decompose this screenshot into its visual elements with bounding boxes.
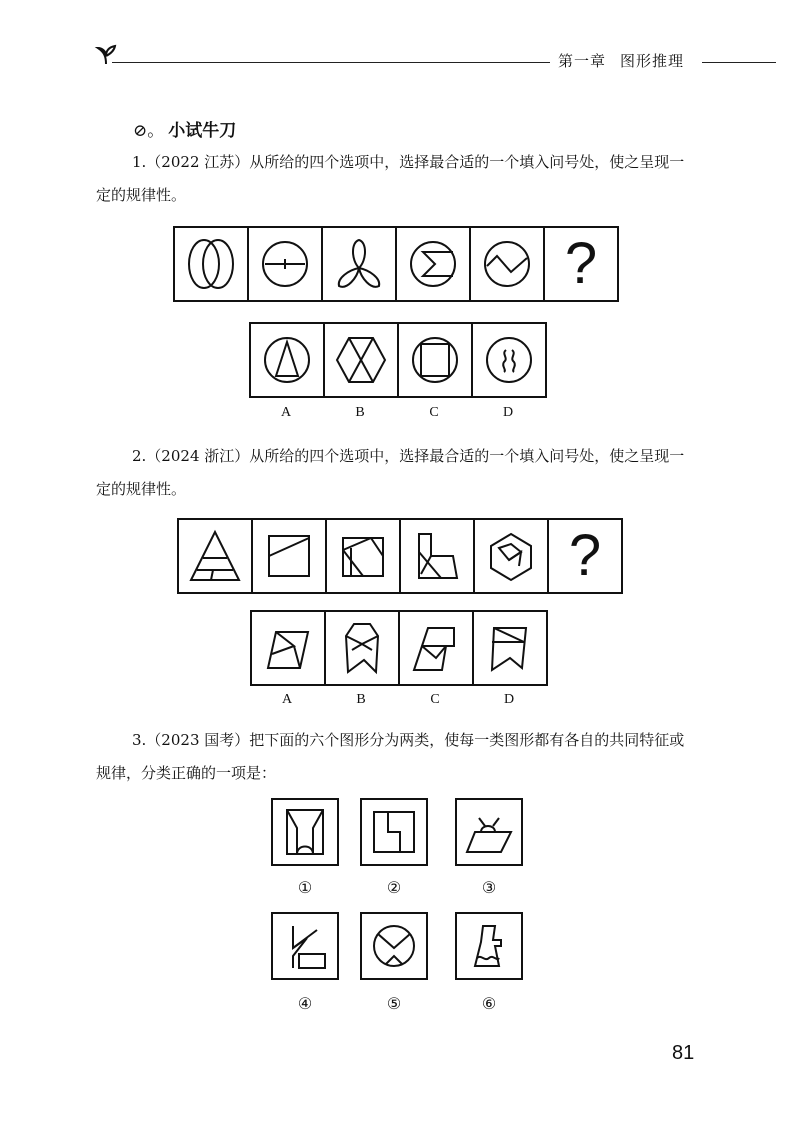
q1-question-mark: ? <box>564 231 598 296</box>
q3-label-3: ③ <box>481 878 497 897</box>
section-heading <box>133 116 236 141</box>
q1-figure-3 <box>323 228 397 300</box>
q2-figure-4 <box>401 520 475 592</box>
q2-options-row <box>250 610 548 686</box>
q2-option-c-figure[interactable] <box>400 612 474 684</box>
question-2-text: 2.（2024 浙江）从所给的四个选项中，选择最合适的一个填入问号处，使之呈现一定的规律性。 <box>96 447 685 498</box>
q3-figure-1 <box>271 798 339 866</box>
q3-figure-2 <box>360 798 428 866</box>
running-header <box>558 50 684 71</box>
q1-figure-2 <box>249 228 323 300</box>
q2-figure-5 <box>475 520 549 592</box>
q1-figure-5 <box>471 228 545 300</box>
q1-figure-4 <box>397 228 471 300</box>
q2-figure-1 <box>179 520 253 592</box>
q1-sequence-row <box>173 226 619 302</box>
q2-option-b-figure[interactable] <box>326 612 400 684</box>
q1-options-row <box>249 322 547 398</box>
q1-option-d-label[interactable]: D <box>502 405 514 420</box>
q3-label-1: ① <box>297 878 313 897</box>
q3-figure-5 <box>360 912 428 980</box>
q3-figure-6 <box>455 912 523 980</box>
section-title: 小试牛刀 <box>168 121 237 141</box>
q3-label-5: ⑤ <box>386 994 402 1013</box>
q3-label-2: ② <box>386 878 402 897</box>
page-number: 81 <box>672 1042 695 1064</box>
q3-label-4: ④ <box>297 994 313 1013</box>
empty-set-icon: ⊘。 <box>133 121 165 141</box>
q1-option-c-label[interactable]: C <box>429 405 439 420</box>
q3-label-6: ⑥ <box>481 994 497 1013</box>
q2-sequence-row <box>177 518 623 594</box>
q3-figure-3 <box>455 798 523 866</box>
q2-figure-3 <box>327 520 401 592</box>
q3-figure-4 <box>271 912 339 980</box>
q2-option-labels <box>250 692 546 708</box>
q2-figure-2 <box>253 520 327 592</box>
q2-question-mark: ? <box>568 523 602 588</box>
q1-option-labels <box>249 405 545 421</box>
q1-option-a-label[interactable]: A <box>280 405 292 420</box>
header-rule-left <box>112 62 550 63</box>
chapter-label: 第一章 <box>558 52 607 70</box>
q1-option-b-label[interactable]: B <box>355 405 365 420</box>
q2-option-a-label[interactable]: A <box>281 692 293 707</box>
q2-option-c-label[interactable]: C <box>430 692 440 707</box>
question-3-text: 3.（2023 国考）把下面的六个图形分为两类，使每一类图形都有各自的共同特征或规律，分类正确的一项是： <box>96 731 685 782</box>
q1-option-c-figure[interactable] <box>399 324 473 396</box>
q2-option-a-figure[interactable] <box>252 612 326 684</box>
chapter-title: 图形推理 <box>620 52 685 70</box>
q1-option-b-figure[interactable] <box>325 324 399 396</box>
q2-option-d-label[interactable]: D <box>503 692 515 707</box>
q1-figure-1 <box>175 228 249 300</box>
q1-option-d-figure[interactable] <box>473 324 545 396</box>
q2-option-d-figure[interactable] <box>474 612 546 684</box>
question-1-text: 1.（2022 江苏）从所给的四个选项中，选择最合适的一个填入问号处，使之呈现一定的规律性。 <box>96 153 685 204</box>
q1-option-a-figure[interactable] <box>251 324 325 396</box>
q2-option-b-label[interactable]: B <box>356 692 366 707</box>
header-rule-right <box>702 62 776 63</box>
